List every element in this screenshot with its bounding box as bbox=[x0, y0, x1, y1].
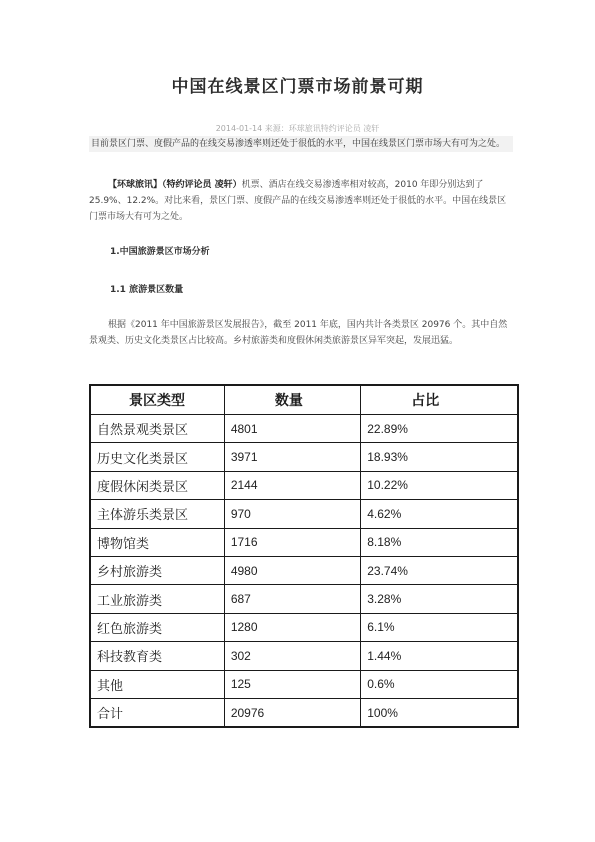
cell-type: 历史文化类景区 bbox=[90, 443, 224, 471]
cell-count: 4801 bbox=[224, 415, 360, 443]
cell-share: 18.93% bbox=[361, 443, 518, 471]
cell-share: 8.18% bbox=[361, 528, 518, 556]
table-row bbox=[90, 415, 518, 443]
intro-lead: 【环球旅讯】（特约评论员 凌轩） bbox=[108, 180, 242, 190]
article-meta: 2014-01-14 来源：环球旅讯特约评论员 凌轩 bbox=[215, 124, 380, 133]
table-row bbox=[90, 556, 518, 584]
cell-share: 0.6% bbox=[361, 670, 518, 698]
table-row bbox=[90, 443, 518, 471]
header-type: 景区类型 bbox=[90, 385, 224, 415]
cell-count: 20976 bbox=[224, 698, 360, 727]
table-row bbox=[90, 471, 518, 499]
table-row bbox=[90, 613, 518, 641]
cell-count: 1280 bbox=[224, 613, 360, 641]
count-paragraph: 根据《2011 年中国旅游景区发展报告》，截至 2011 年底，国内共计各类景区 20976 个。其中自然景观类、历史文化类景区占比较高。乡村旅游类和度假休闲类旅游景区异军突起，发展迅猛。 bbox=[89, 320, 508, 346]
intro-paragraph bbox=[89, 177, 509, 225]
cell-type: 红色旅游类 bbox=[90, 613, 224, 641]
scenic-area-table bbox=[89, 384, 519, 728]
cell-count: 302 bbox=[224, 642, 360, 670]
cell-share: 22.89% bbox=[361, 415, 518, 443]
subsection-heading: 1.1 旅游景区数量 bbox=[110, 285, 184, 295]
cell-count: 125 bbox=[224, 670, 360, 698]
cell-share: 100% bbox=[361, 698, 518, 727]
intro-body: 机票、酒店在线交易渗透率相对较高，2010 年即分别达到了 25.9%、12.2%。对比来看，景区门票、度假产品的在线交易渗透率则还处于很低的水平。中国在线景区门票市场大有可为之处。 bbox=[89, 180, 507, 222]
cell-share: 1.44% bbox=[361, 642, 518, 670]
table-row bbox=[90, 528, 518, 556]
table-row bbox=[90, 500, 518, 528]
cell-type: 科技教育类 bbox=[90, 642, 224, 670]
cell-count: 970 bbox=[224, 500, 360, 528]
table-header-row bbox=[90, 385, 518, 415]
header-count: 数量 bbox=[224, 385, 360, 415]
header-share: 占比 bbox=[361, 385, 518, 415]
cell-type: 自然景观类景区 bbox=[90, 415, 224, 443]
cell-share: 6.1% bbox=[361, 613, 518, 641]
cell-share: 4.62% bbox=[361, 500, 518, 528]
table-row bbox=[90, 670, 518, 698]
cell-count: 1716 bbox=[224, 528, 360, 556]
cell-type: 博物馆类 bbox=[90, 528, 224, 556]
cell-type: 度假休闲类景区 bbox=[90, 471, 224, 499]
table-total-row bbox=[90, 698, 518, 727]
cell-type: 工业旅游类 bbox=[90, 585, 224, 613]
cell-share: 10.22% bbox=[361, 471, 518, 499]
cell-share: 23.74% bbox=[361, 556, 518, 584]
section-heading: 1.中国旅游景区市场分析 bbox=[110, 247, 210, 257]
table-row bbox=[90, 642, 518, 670]
cell-count: 2144 bbox=[224, 471, 360, 499]
cell-count: 4980 bbox=[224, 556, 360, 584]
cell-type: 合计 bbox=[90, 698, 224, 727]
cell-type: 主体游乐类景区 bbox=[90, 500, 224, 528]
cell-count: 687 bbox=[224, 585, 360, 613]
article-summary: 目前景区门票、度假产品的在线交易渗透率则还处于很低的水平，中国在线景区门票市场大有可为之处。 bbox=[89, 136, 513, 152]
table-row bbox=[90, 585, 518, 613]
cell-count: 3971 bbox=[224, 443, 360, 471]
article-title: 中国在线景区门票市场前景可期 bbox=[171, 77, 424, 97]
cell-share: 3.28% bbox=[361, 585, 518, 613]
cell-type: 乡村旅游类 bbox=[90, 556, 224, 584]
cell-type: 其他 bbox=[90, 670, 224, 698]
